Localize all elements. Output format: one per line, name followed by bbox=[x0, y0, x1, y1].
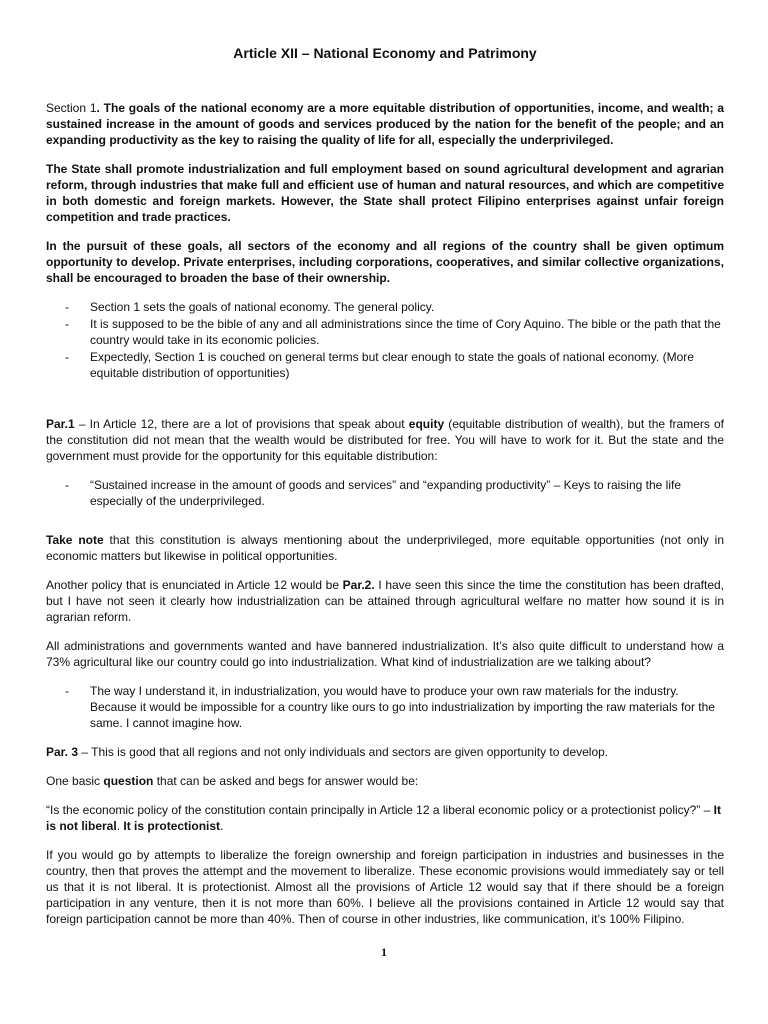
list-item bbox=[46, 316, 724, 348]
list-item-text: It is supposed to be the bible of any and all administrations since the time of Cory Aquino. The bible or the path that the country would take in its economic policies. bbox=[90, 317, 721, 347]
list-item-text: “Sustained increase in the amount of goods and services” and “expanding productivity” – Keys to raising the life especially of the underprivileged. bbox=[90, 478, 681, 508]
take-note-text: that this constitution is always mentioning about the underprivileged, more equitable opportunities (not only in economic matters but likewise in political opportunities. bbox=[46, 533, 725, 563]
regions-provision: In the pursuit of these goals, all sectors of the economy and all regions of the country shall be given optimum opportunity to develop. Private enterprises, including corporations, cooperatives, and similar collective organizations, shall be encouraged to broaden the base of their ownership. bbox=[46, 239, 724, 285]
page-number: 1 bbox=[381, 945, 387, 959]
spacer bbox=[46, 394, 724, 416]
par-1-emphasis: equity bbox=[408, 417, 445, 431]
dash-bullet-icon: - bbox=[65, 300, 69, 314]
list-item bbox=[46, 683, 724, 731]
par-1-notes-list bbox=[46, 477, 724, 509]
list-item bbox=[46, 349, 724, 381]
liberalize-paragraph: If you would go by attempts to liberalize the foreign ownership and foreign participation in industries and businesses in the country, then that proves the attempt and the movement to liberalize. These economic provisions would immediately say or tell us that it is not liberal. It is protectionist. Almost all the provisions of Article 12 would say that if there should be a foreign participation in any venture, then it is not more than 60%. I believe all the provisions contained in Article 12 would say that foreign participation cannot be more than 40%. Then of course in other industries, like communication, it’s 100% Filipino. bbox=[46, 848, 724, 926]
dash-bullet-icon: - bbox=[65, 350, 69, 364]
industrialization-notes-list bbox=[46, 683, 724, 731]
section-1-text: . The goals of the national economy are a more equitable distribution of opportunities, income, and wealth; a sustained increase in the amount of goods and services produced by the nation for the benefit of the people; and an expanding productivity as the key to raising the quality of life for all, especially the underprivileged. bbox=[46, 101, 724, 147]
section-1-notes-list bbox=[46, 299, 724, 381]
section-1-paragraph bbox=[46, 100, 724, 148]
quote-answer-1: It is not liberal bbox=[46, 803, 722, 833]
list-item bbox=[46, 477, 724, 509]
dash-bullet-icon: - bbox=[65, 317, 69, 331]
par-3-label: Par. 3 bbox=[46, 745, 79, 759]
spacer bbox=[46, 522, 724, 532]
question-text-b: that can be asked and begs for answer would be: bbox=[153, 774, 419, 788]
quote-separator: . bbox=[116, 819, 124, 833]
document-body bbox=[46, 44, 724, 940]
industrialization-paragraph: All administrations and governments wanted and have bannered industrialization. It’s also quite difficult to understand how a 73% agricultural like our country could go into industrialization. What kind of industrialization are we talking about? bbox=[46, 639, 724, 669]
quote-text: “Is the economic policy of the constitution contain principally in Article 12 a liberal economic policy or a protectionist policy?” – bbox=[46, 803, 714, 817]
par-1-label: Par.1 bbox=[46, 417, 75, 431]
par-3-paragraph bbox=[46, 744, 724, 760]
par-2-text-b: I have seen this since the time the constitution has been drafted, but I have not seen it clearly how industrialization can be attained through agricultural welfare no matter how sound it is in agrarian reform. bbox=[46, 578, 724, 624]
quote-answer-2: It is protectionist bbox=[123, 819, 221, 833]
list-item bbox=[46, 299, 724, 315]
par-1-paragraph bbox=[46, 416, 724, 464]
take-note-paragraph bbox=[46, 532, 724, 564]
par-1-text-a: – In Article 12, there are a lot of provisions that speak about bbox=[74, 417, 409, 431]
par-2-text-a: Another policy that is enunciated in Article 12 would be bbox=[46, 578, 343, 592]
section-1-lead: Section 1 bbox=[46, 101, 97, 115]
par-2-paragraph bbox=[46, 577, 724, 625]
take-note-label: Take note bbox=[46, 533, 104, 547]
question-paragraph bbox=[46, 773, 724, 789]
list-item-text: The way I understand it, in industrialization, you would have to produce your own raw materials for the industry. Because it would be impossible for a country like ours to go into industrialization by importing the raw materials for the same. I cannot imagine how. bbox=[90, 684, 715, 730]
par-3-text: – This is good that all regions and not only individuals and sectors are given opportunity to develop. bbox=[78, 745, 609, 759]
question-emphasis: question bbox=[103, 774, 154, 788]
industrialization-provision: The State shall promote industrialization and full employment based on sound agricultural development and agrarian reform, through industries that make full and efficient use of human and natural resources, and which are competitive in both domestic and foreign markets. However, the State shall protect Filipino enterprises against unfair foreign competition and trade practices. bbox=[46, 162, 724, 224]
question-text-a: One basic bbox=[46, 774, 104, 788]
quote-paragraph bbox=[46, 802, 724, 834]
list-item-text: Section 1 sets the goals of national economy. The general policy. bbox=[90, 300, 435, 314]
dash-bullet-icon: - bbox=[65, 478, 69, 492]
quote-end: . bbox=[220, 819, 224, 833]
dash-bullet-icon: - bbox=[65, 684, 69, 698]
page-title: Article XII – National Economy and Patrimony bbox=[233, 45, 537, 61]
list-item-text: Expectedly, Section 1 is couched on general terms but clear enough to state the goals of national economy. (More equitable distribution of opportunities) bbox=[90, 350, 694, 380]
par-2-label: Par.2. bbox=[342, 578, 375, 592]
par-1-text-b: (equitable distribution of wealth), but the framers of the constitution did not mean that the wealth would be distributed for free. You will have to work for it. But the state and the government must provide for the opportunity for this equitable distribution: bbox=[46, 417, 725, 463]
